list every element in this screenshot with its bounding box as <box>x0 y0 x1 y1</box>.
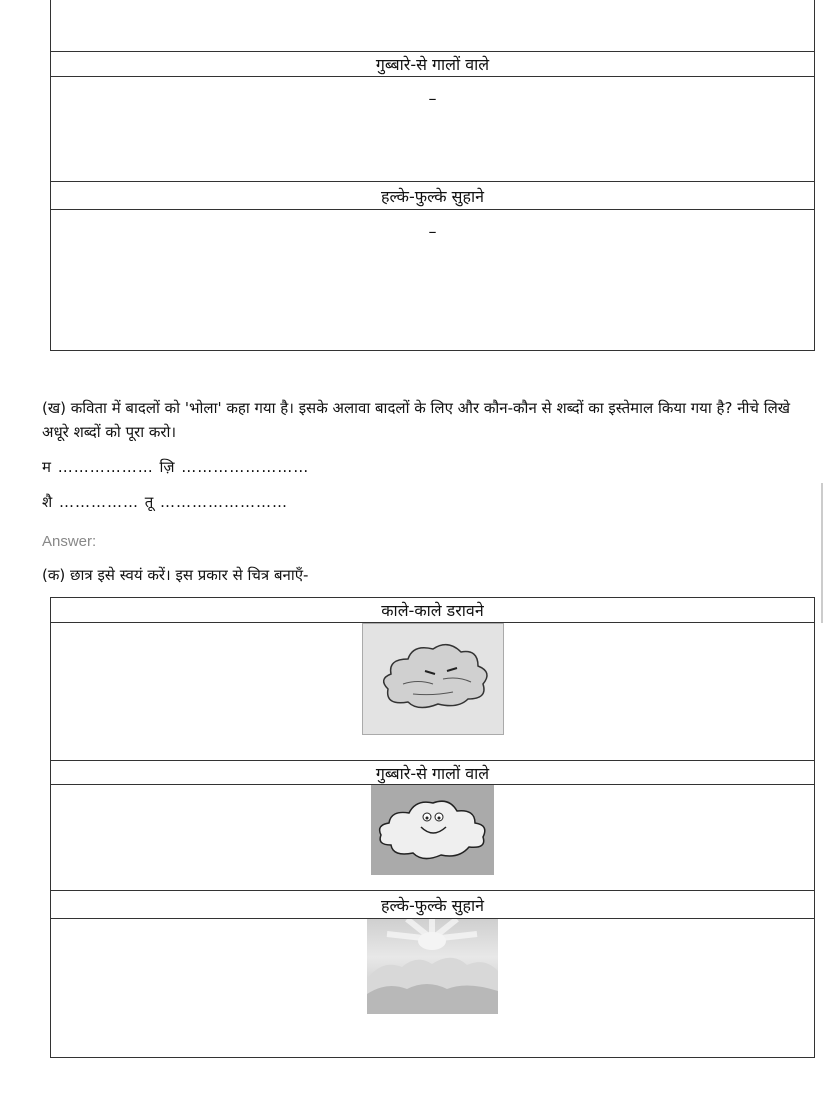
smiling-cloud-image <box>371 785 494 875</box>
heading-text: गुब्बारे-से गालों वाले <box>375 763 490 783</box>
heading-text: काले-काले डरावने <box>381 601 484 620</box>
bottom-heading-dark <box>51 598 814 623</box>
bottom-heading-light <box>51 891 814 919</box>
answer-label: Answer: <box>42 533 97 550</box>
bottom-heading-balloon <box>51 761 814 785</box>
answer-dash: – <box>428 222 437 241</box>
top-table-heading-balloon <box>51 52 814 77</box>
heading-text: हल्के-फुल्के सुहाने <box>380 895 485 915</box>
top-table-heading-light <box>51 182 814 210</box>
light-cloud-image <box>367 919 498 1014</box>
answer-text: (क) छात्र इसे स्वयं करें। इस प्रकार से चित्र बनाएँ- <box>42 566 309 584</box>
bottom-table <box>50 597 815 1058</box>
cloud-icon <box>363 624 503 734</box>
bottom-body-balloon <box>51 785 814 891</box>
answer-dash: – <box>428 89 437 108</box>
bottom-body-light <box>51 919 814 1057</box>
top-table-body-light <box>51 210 814 349</box>
fill-line-1: म ……………… ज़ि …………………… <box>42 458 310 476</box>
sunburst-cloud-icon <box>367 919 498 1014</box>
question-kh: (ख) कविता में बादलों को 'भोला' कहा गया है। इसके अलावा बादलों के लिए और कौन-कौन से शब्दों का इस्तेमाल किया गया है? नीचे लिखे अधूरे शब्दों को पूरा करो। <box>42 399 791 441</box>
top-table-blank-row <box>51 0 814 52</box>
bottom-body-dark <box>51 623 814 761</box>
heading-text: हल्के-फुल्के सुहाने <box>380 186 485 206</box>
top-table-body-balloon <box>51 77 814 182</box>
dark-cloud-image <box>362 623 504 735</box>
heading-text: गुब्बारे-से गालों वाले <box>375 55 490 74</box>
fill-line-2: शै …………… तू …………………… <box>42 493 289 511</box>
smiling-cloud-icon <box>371 785 494 875</box>
top-table <box>50 0 815 351</box>
